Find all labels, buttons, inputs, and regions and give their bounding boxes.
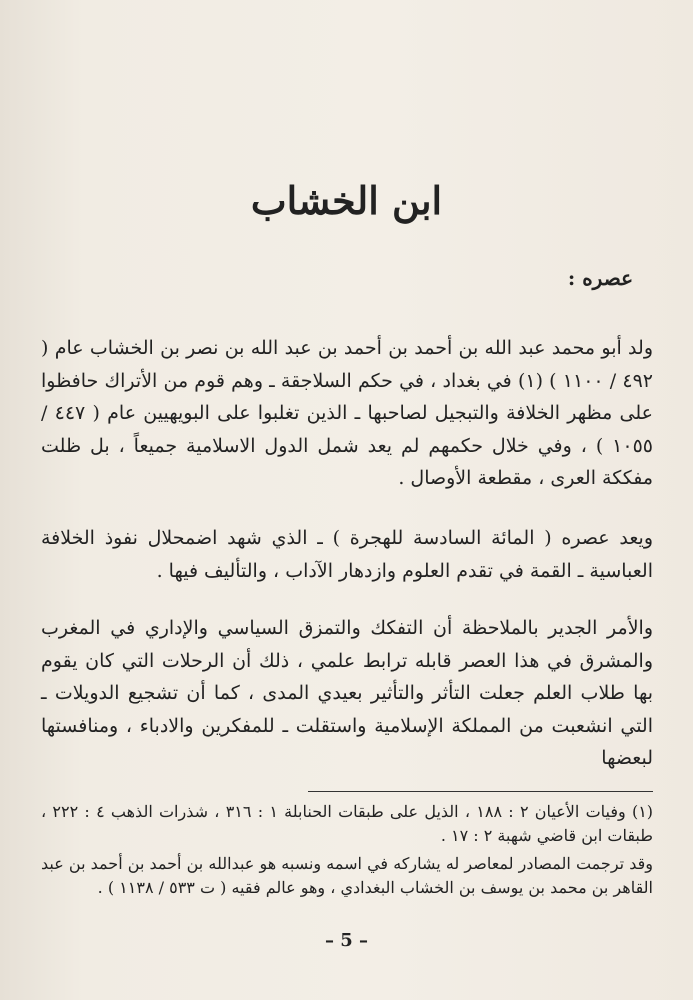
footnotes [41, 800, 653, 904]
paragraph-3 [41, 612, 653, 775]
paragraph-text: ويعد عصره ( المائة السادسة للهجرة ) ـ الذي شهد اضمحلال نفوذ الخلافة العباسية ـ القمة في تقدم العلوم وازدهار الآداب ، والتأليف فيها . [41, 527, 653, 582]
section-heading: عصره : [567, 266, 633, 290]
footnote-1: (١) وفيات الأعيان ٢ : ١٨٨ ، الذيل على طبقات الحنابلة ١ : ٣١٦ ، شذرات الذهب ٤ : ٢٢٢ ، طبقات ابن قاضي شهبة ٢ : ١٧ . [41, 802, 654, 845]
paragraph-2 [41, 522, 653, 587]
footnote-divider [308, 791, 653, 792]
paragraph-text: والأمر الجدير بالملاحظة أن التفكك والتمزق السياسي والإداري في المغرب والمشرق في هذا العصر قابله ترابط علمي ، ذلك أن الرحلات التي كان يقوم بها طلاب العلم جعلت التأثر والتأثير بعيدي المدى ، كما أن تشجيع الدويلات ـ التي انشعبت من المملكة الإسلامية واستقلت ـ للمفكرين والادباء ، ومنافستها لبعضها [41, 617, 653, 769]
chapter-title: ابن الخشاب [250, 178, 443, 223]
paragraph-text: ولد أبو محمد عبد الله بن أحمد بن أحمد بن عبد الله بن نصر بن الخشاب عام ( ٤٩٢ / ١١٠٠ ) (١) في بغداد ، في حكم السلاجقة ـ وهم قوم من الأتراك حافظوا على مظهر الخلافة والتبجيل لصاحبها ـ الذين تغلبوا على البويهيين عام ( ٤٤٧ / ١٠٥٥ ) ، وفي خلال حكمهم لم يعد شمل الدول الاسلامية جميعاً ، بل ظلت مفككة العرى ، مقطعة الأوصال . [41, 337, 654, 489]
footnote-2: وقد ترجمت المصادر لمعاصر له يشاركه في اسمه ونسبه هو عبدالله بن أحمد بن أحمد بن عبد القاهر بن محمد بن يوسف بن الخشاب البغدادي ، وهو عالم فقيه ( ت ٥٣٣ / ١١٣٨ ) . [41, 854, 653, 897]
page-number: – 5 – [324, 930, 369, 951]
paragraph-1 [41, 332, 653, 495]
